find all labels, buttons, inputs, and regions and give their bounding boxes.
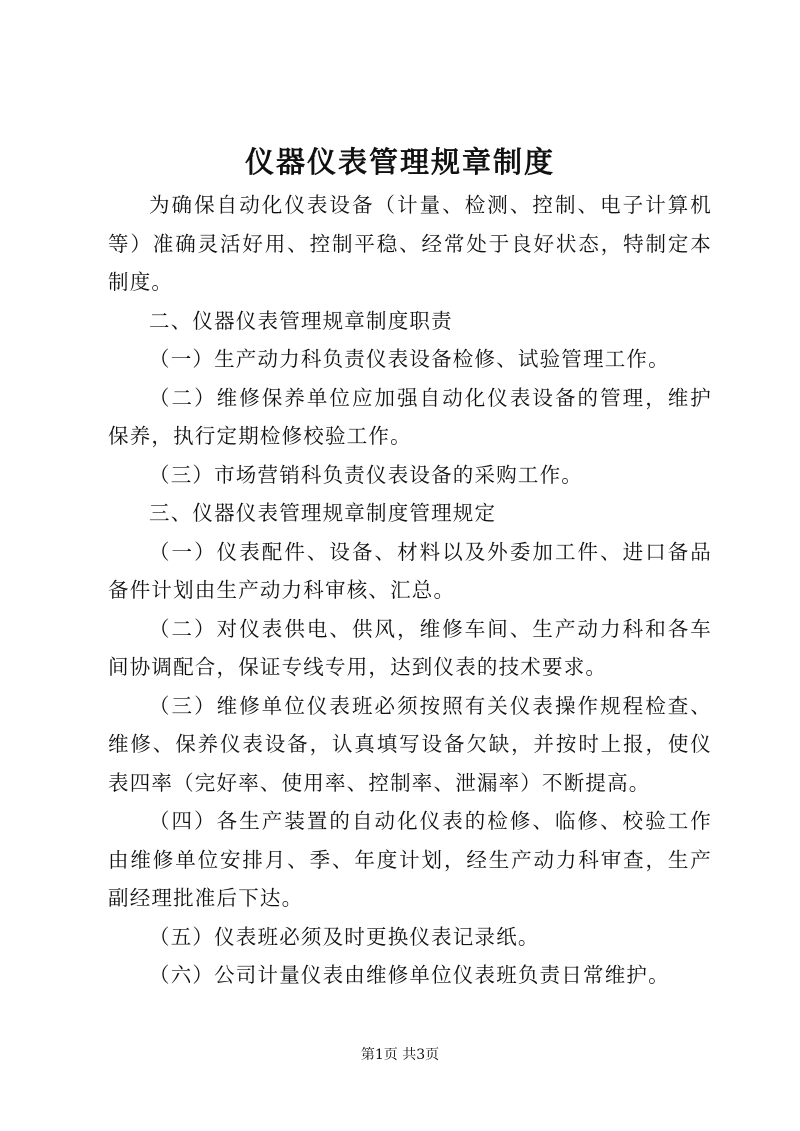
paragraph-rule-2: （二）对仪表供电、供风，维修车间、生产动力科和各车间协调配合，保证专线专用，达到仪表的技术要求。 <box>108 616 712 679</box>
document-title: 仪器仪表管理规章制度 <box>244 145 555 179</box>
paragraph-rule-3: （三）维修单位仪表班必须按照有关仪表操作规程检查、维修、保养仪表设备，认真填写设备欠缺，并按时上报，使仪表四率（完好率、使用率、控制率、泄漏率）不断提高。 <box>108 693 712 795</box>
paragraph-rule-5: （五）仪表班必须及时更换仪表记录纸。 <box>149 924 540 949</box>
paragraph-intro: 为确保自动化仪表设备（计量、检测、控制、电子计算机等）准确灵活好用、控制平稳、经常处于良好状态，特制定本制度。 <box>108 193 712 294</box>
document-body <box>108 186 712 995</box>
section-heading-duties: 二、仪器仪表管理规章制度职责 <box>149 308 453 333</box>
paragraph-rule-6: （六）公司计量仪表由维修单位仪表班负责日常维护。 <box>149 963 670 987</box>
paragraph-duty-3: （三）市场营销科负责仪表设备的采购工作。 <box>149 462 583 487</box>
section-heading-rules: 三、仪器仪表管理规章制度管理规定 <box>149 501 497 525</box>
page-number-footer: 第1页 共3页 <box>360 1047 440 1063</box>
paragraph-duty-2: （二）维修保养单位应加强自动化仪表设备的管理，维护保养，执行定期检修校验工作。 <box>108 385 712 448</box>
paragraph-rule-1: （一）仪表配件、设备、材料以及外委加工件、进口备品备件计划由生产动力科审核、汇总。 <box>108 539 712 602</box>
paragraph-duty-1: （一）生产动力科负责仪表设备检修、试验管理工作。 <box>149 347 670 371</box>
paragraph-rule-4: （四）各生产装置的自动化仪表的检修、临修、校验工作由维修单位安排月、季、年度计划，经生产动力科审查，生产副经理批准后下达。 <box>108 809 712 910</box>
